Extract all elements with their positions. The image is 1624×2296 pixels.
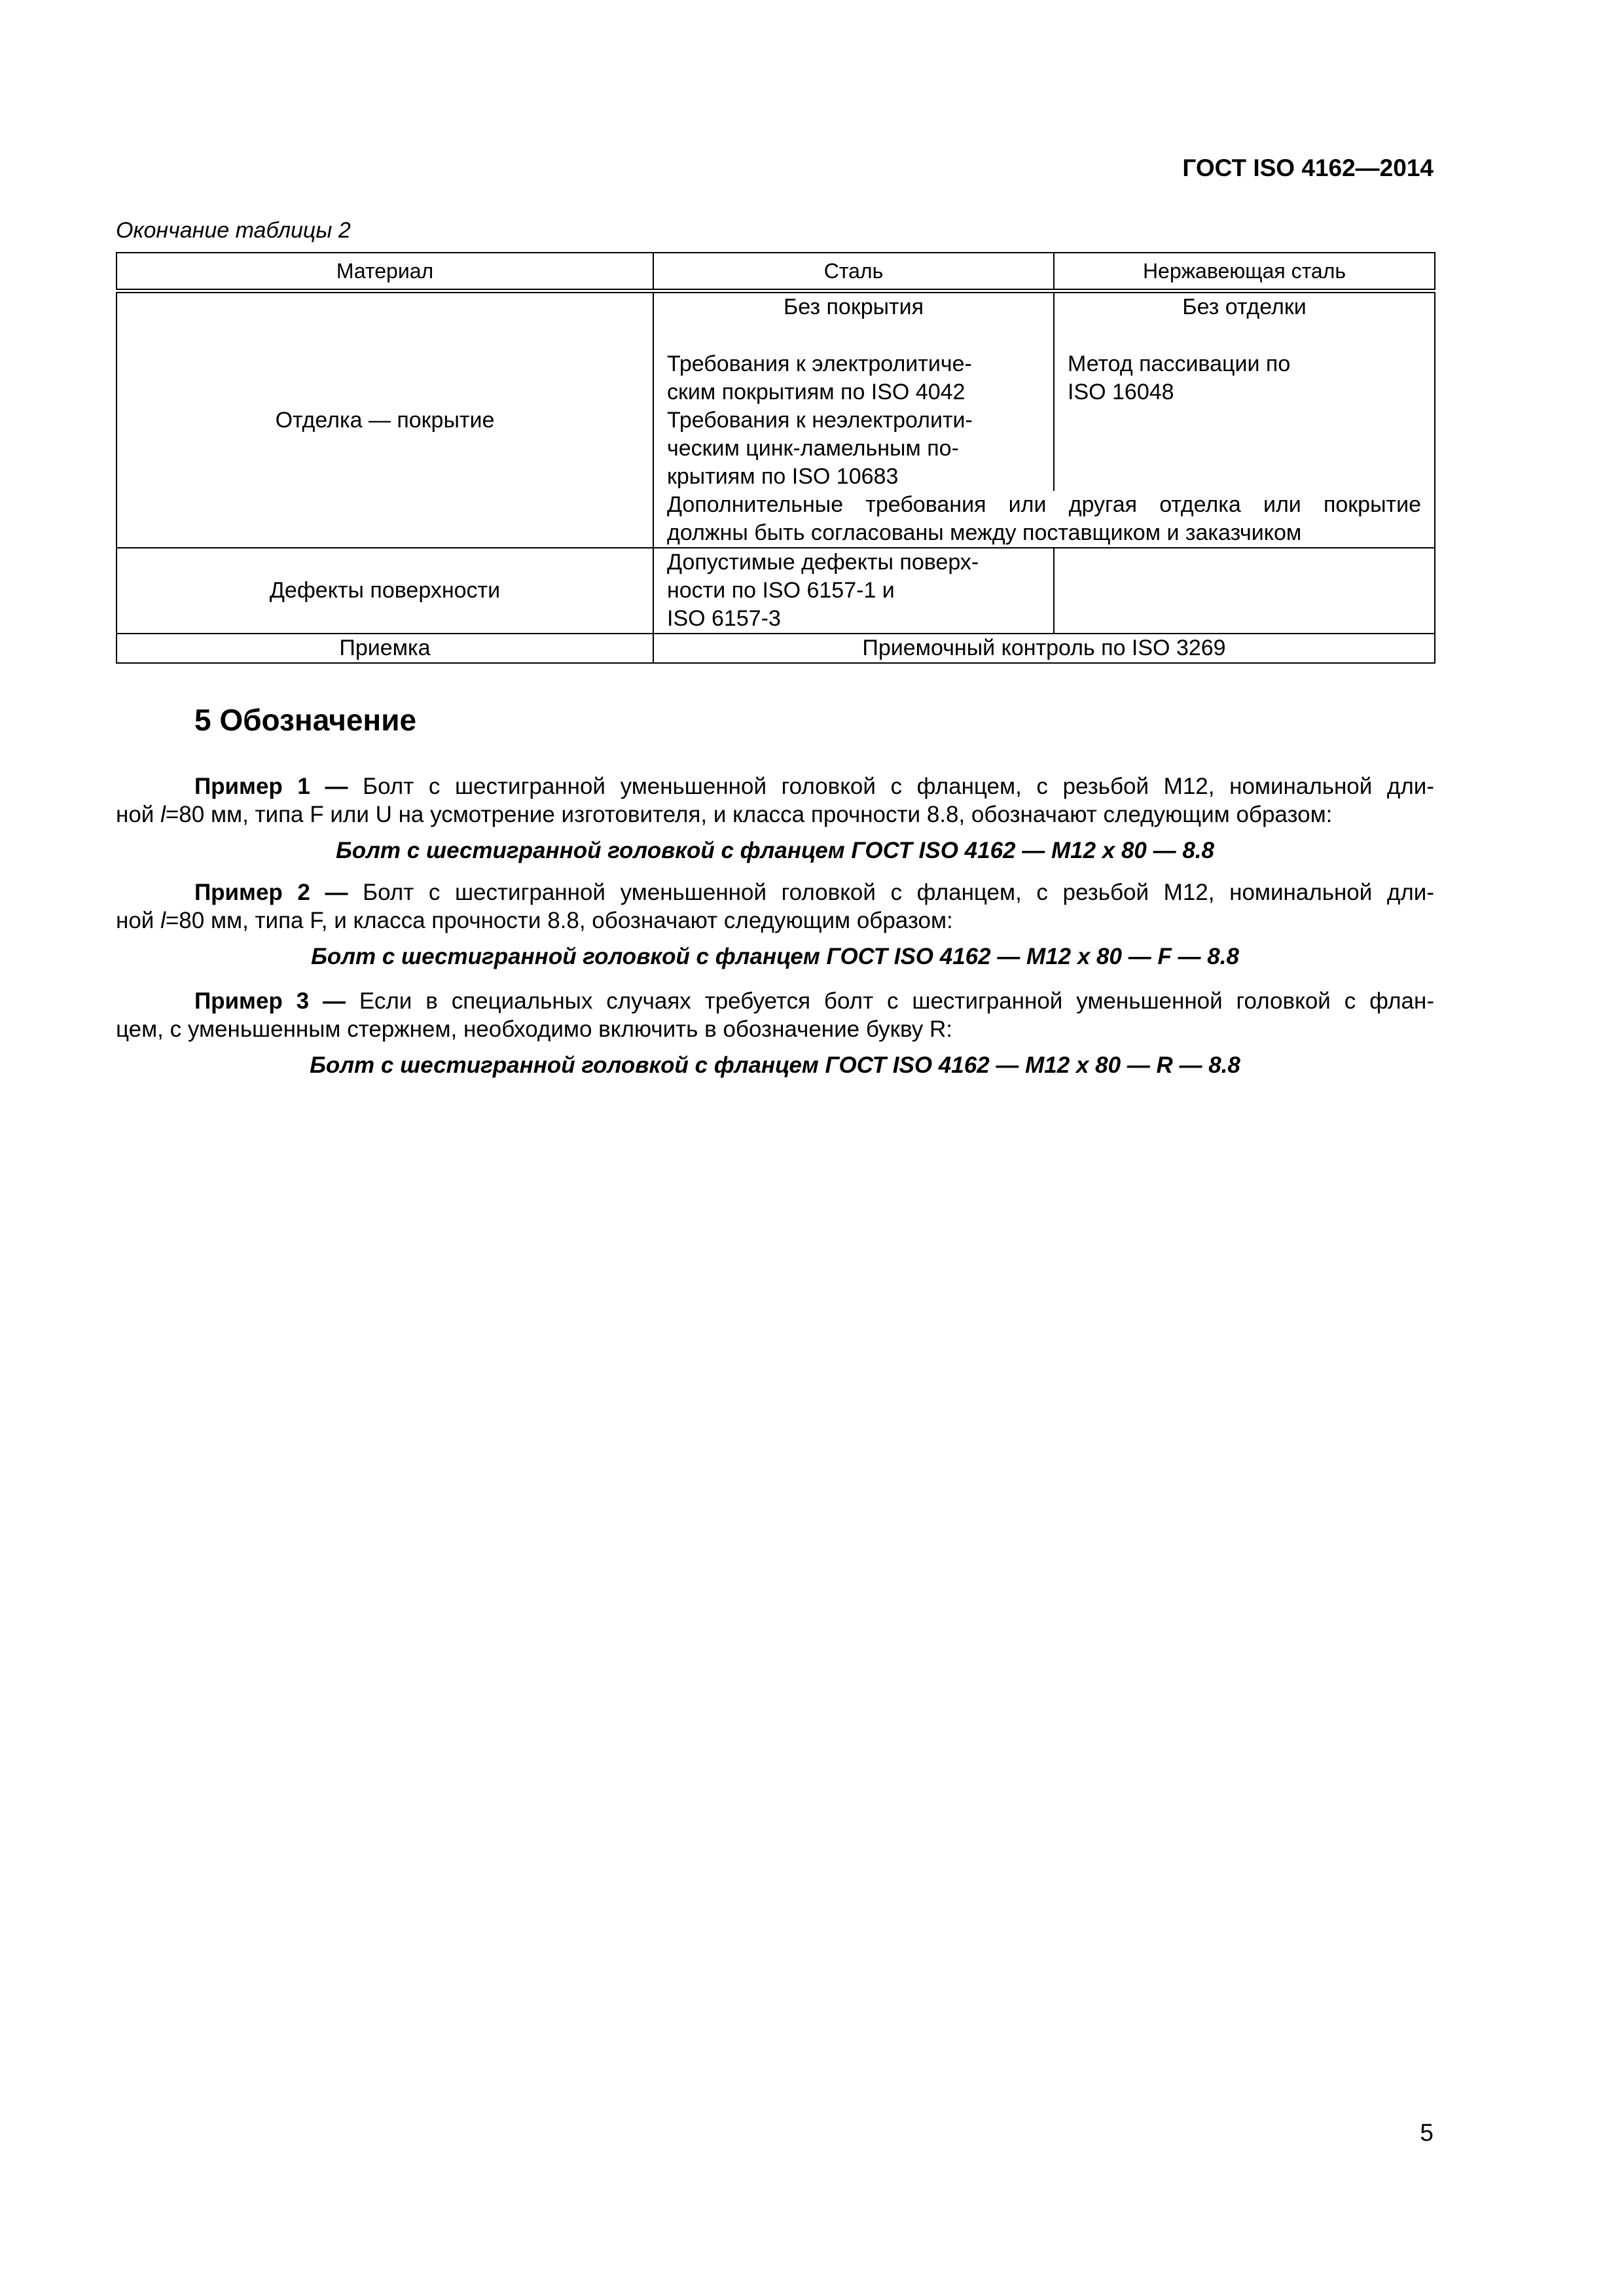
row-label-finish: Отделка — покрытие [117, 291, 653, 548]
cell-acceptance-value: Приемочный контроль по ISO 3269 [653, 634, 1435, 663]
designation-example-2: Болт с шестигранной головкой с фланцем ГОСТ ISO 4162 — M12 x 80 — F — 8.8 [311, 944, 1239, 969]
section-heading: 5 Обозначение [194, 703, 417, 737]
table-header-row [117, 253, 1435, 291]
defects-line: ности по ISO 6157-1 и [667, 578, 895, 603]
table-row-acceptance [117, 634, 1435, 663]
row-label-defects: Дефекты поверхности [117, 548, 653, 634]
example-text: ной [116, 908, 161, 933]
page-number: 5 [1420, 2119, 1434, 2146]
defects-line: Допустимые дефекты поверх- [667, 550, 979, 575]
example-text: Болт с шестигранной уменьшенной головкой с фланцем, с резьбой M12, номинальной дли- [363, 774, 1434, 799]
length-variable: l [160, 908, 166, 933]
common-requirement-line: должны быть согласованы между поставщиком и заказчиком [667, 520, 1302, 545]
document-code: ГОСТ ISO 4162—2014 [1182, 154, 1434, 181]
common-requirement-line: Дополнительные требования или другая отделка или покрытие [667, 492, 1421, 517]
example-text: Если в специальных случаях требуется болт с шестигранной уменьшенной головкой с флан- [359, 988, 1434, 1014]
row-label-acceptance: Приемка [117, 634, 653, 663]
example-text: цем, с уменьшенным стержнем, необходимо включить в обозначение букву R: [116, 1016, 953, 1042]
cell-defects-stainless [1054, 548, 1435, 634]
example-label: Пример 3 — [194, 988, 346, 1014]
example-text: =80 мм, типа F или U на усмотрение изготовителя, и класса прочности 8.8, обозначают следующим образом: [165, 802, 1333, 827]
defects-line: ISO 6157-3 [667, 606, 781, 631]
steel-finish-line: ческим цинк-ламельным по- [667, 436, 959, 461]
column-header-stainless: Нержавеющая сталь [1054, 253, 1435, 291]
example-3-paragraph [116, 987, 1434, 1043]
column-header-steel: Сталь [653, 253, 1054, 291]
stainless-finish-line: Метод пассивации по [1068, 351, 1291, 376]
cell-finish-steel [653, 291, 1054, 492]
example-1-paragraph [116, 772, 1434, 829]
steel-finish-line: Требования к неэлектролити- [667, 408, 973, 433]
example-label: Пример 1 — [194, 774, 348, 799]
designation-example-3: Болт с шестигранной головкой с фланцем ГОСТ ISO 4162 — M12 x 80 — R — 8.8 [310, 1052, 1240, 1078]
table-row-finish [117, 291, 1435, 492]
column-header-material: Материал [117, 253, 653, 291]
steel-finish-line: крытиям по ISO 10683 [667, 464, 899, 489]
length-variable: l [160, 802, 166, 827]
steel-finish-line: Требования к электролитиче- [667, 351, 972, 376]
stainless-finish-line: ISO 16048 [1068, 380, 1174, 404]
example-text: =80 мм, типа F, и класса прочности 8.8, обозначают следующим образом: [165, 908, 953, 933]
example-label: Пример 2 — [194, 880, 348, 905]
designation-example-1: Болт с шестигранной головкой с фланцем ГОСТ ISO 4162 — M12 x 80 — 8.8 [335, 838, 1214, 863]
steel-finish-line: ским покрытиям по ISO 4042 [667, 380, 965, 404]
table-caption: Окончание таблицы 2 [116, 218, 351, 243]
stainless-finish-title: Без отделки [1182, 295, 1307, 319]
table-row-defects [117, 548, 1435, 634]
cell-finish-stainless [1054, 291, 1435, 492]
example-2-paragraph [116, 878, 1434, 935]
specification-table [116, 252, 1435, 664]
cell-finish-common [653, 491, 1435, 548]
cell-defects-steel [653, 548, 1054, 634]
steel-finish-title: Без покрытия [783, 295, 924, 319]
example-text: ной [116, 802, 161, 827]
example-text: Болт с шестигранной уменьшенной головкой с фланцем, с резьбой M12, номинальной дли- [363, 880, 1434, 905]
